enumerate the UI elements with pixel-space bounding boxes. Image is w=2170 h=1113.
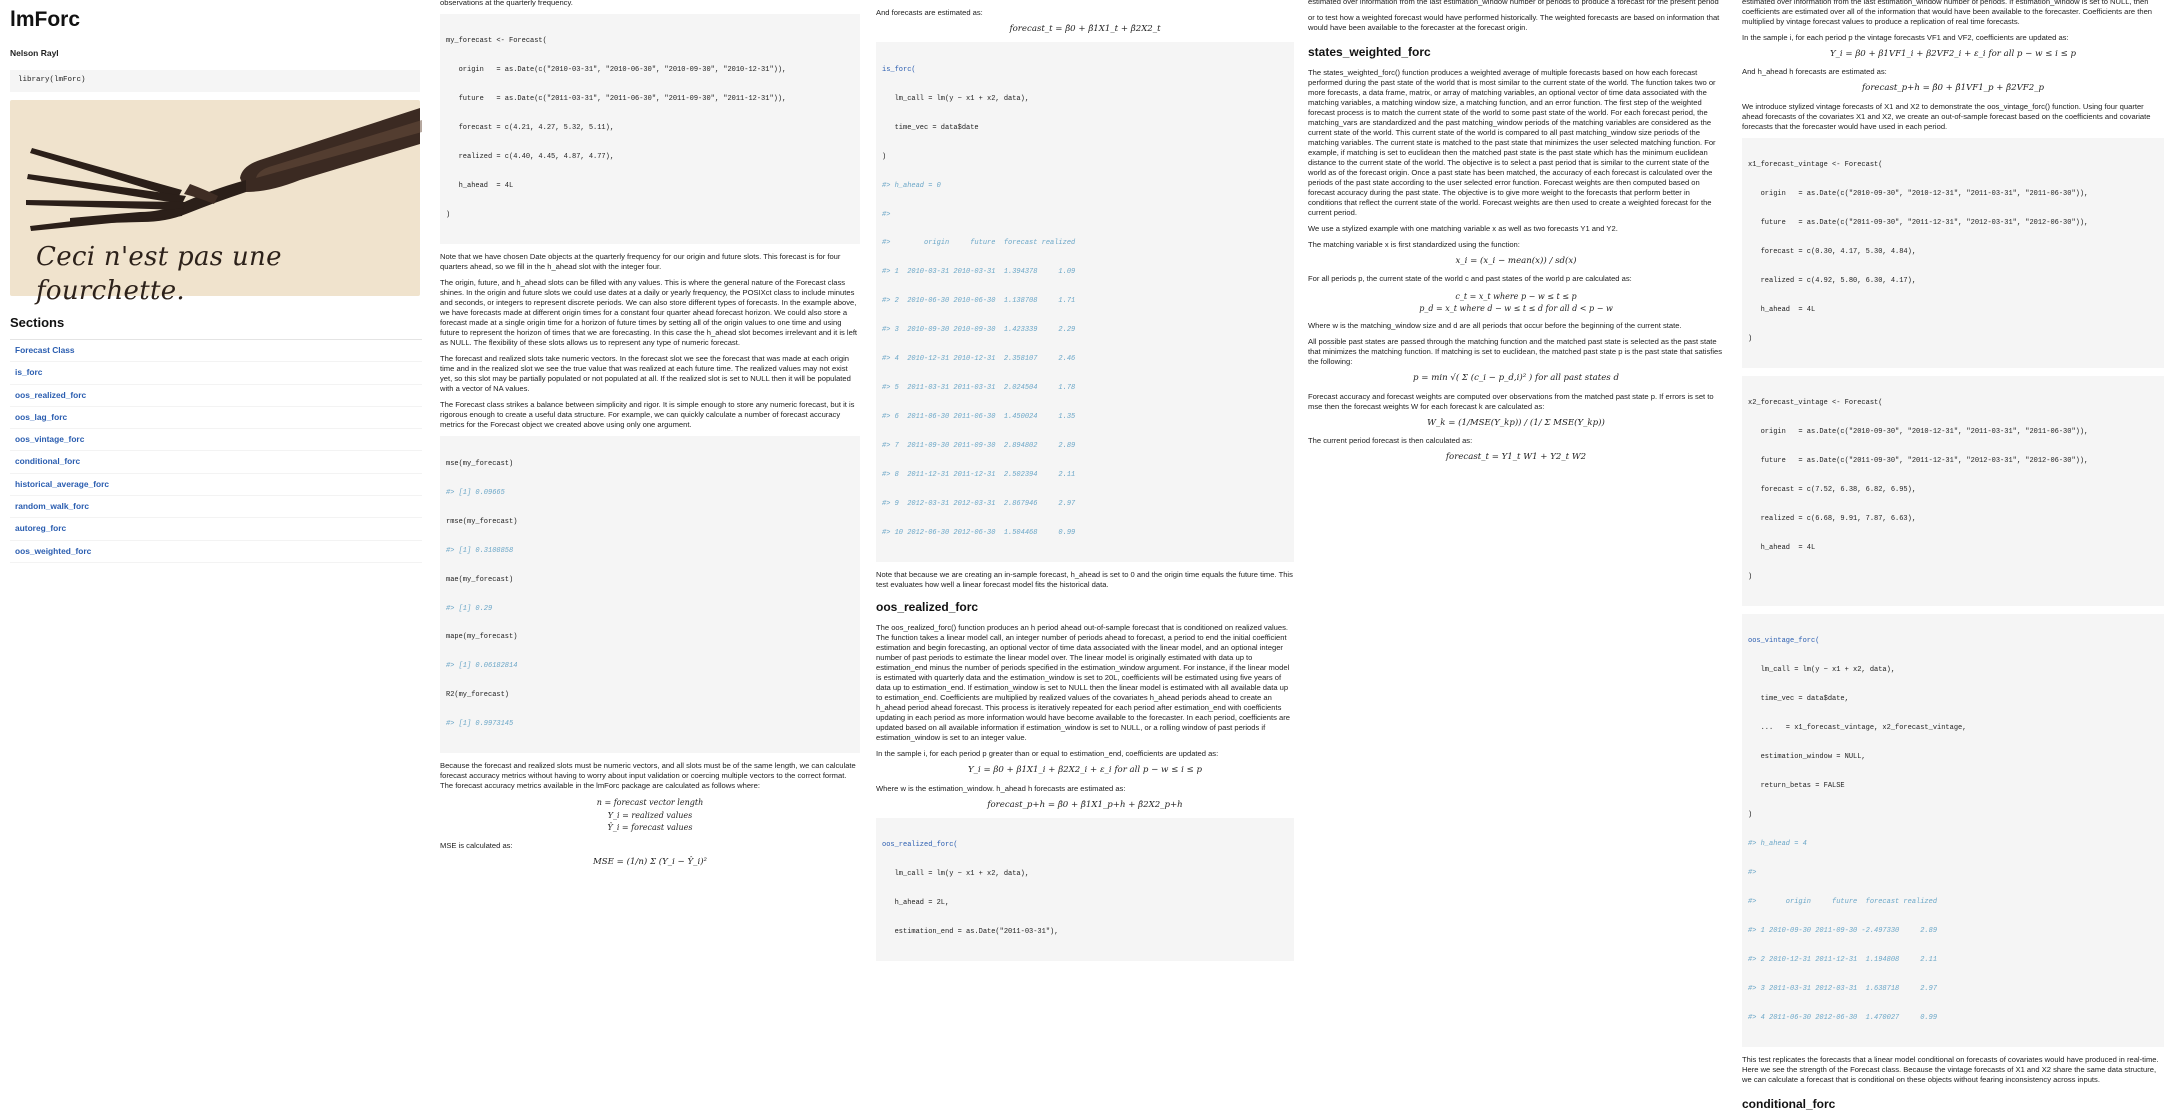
code-output: #> 1 2010-09-30 2011-09-30 -2.497330 2.89 [1748,927,1938,935]
equation: p = min √( Σ (c_i − p_d,i)² ) for all past states d [1413,373,1619,384]
code-output: #> [1] 0.9973145 [446,720,514,729]
code-output: #> origin future forecast realized [1748,898,1938,907]
code-line: realized = c(4.40, 4.45, 4.87, 4.77), [446,153,615,162]
code-line: estimation_end = as.Date("2011-03-31"), [882,928,1059,937]
code-line: forecast = c(0.30, 4.17, 5.30, 4.84), [1748,248,1917,257]
code-line: ) [446,211,451,220]
code-line: origin = as.Date(c("2010-09-30", "2010-12-31", "2011-03-31", "2011-06-30")), [1748,190,2089,199]
code-output: #> 2 2010-06-30 2010-06-30 1.138708 1.71 [882,297,1076,306]
section-heading-conditional-forc: conditional_forc [1742,1096,1836,1111]
paragraph: The current period forecast is then calculated as: [1308,436,1473,446]
equation: Y_i = realized values [607,810,693,820]
code-line: h_ahead = 4L [1748,305,1816,314]
code-line: lm_call = lm(y ~ x1 + x2, data), [882,94,1030,103]
code-block-metrics [440,436,860,753]
definition-equations [440,797,860,834]
fork-illustration [10,100,420,307]
sections-title: Sections [10,314,65,330]
nav-link-forecast-class[interactable]: Forecast Class [10,340,422,362]
equation: p_d = x_t where d − w ≤ t ≤ d for all d < p − w [1419,303,1613,313]
code-output: #> h_ahead = 4 [1748,840,1807,849]
equation: forecast_p+h = β̂0 + β̂1VF1_p + β̂2VF2_p [1861,83,2045,94]
paragraph: The oos_realized_forc() function produces an h period ahead out-of-sample forecast that is conditioned on realized values. The function takes a linear model call, an integer number of periods ahead to forecast, a period to end the initial coefficient estimation and begin forecasting, an optional vector of time data associated with the linear model, and an optional integer number of past periods to estimate the linear model over. The linear model is originally estimated with data up to estimation_end minus the number of periods specified in the estimation_window argument. For instance, if the linear model is estimated with quarterly data and the estimation_window is set to 20L, coefficients will be estimated using five years of data up to estimation_end. If estimation_window is set to NULL then the linear model is estimated with all available data up to estimation_end. Coefficients are multiplied by realized values of the covariates h_ahead periods ahead to create an h_ahead period ahead forecast. This process is iteratively repeated for each period after estimation_end with coefficients updating in each period as more information would have become available to the forecaster. In each period, coefficients are updated based on all available information if estimation_window is set to NULL, or a rolling window of past periods if estimation_window is set to an integer value. [876,623,1290,743]
equation: forecast_p+h = β̂0 + β̂1X1_p+h + β̂2X2_p+h [987,799,1183,810]
paragraph: We introduce stylized vintage forecasts of X1 and X2 to demonstrate the oos_vintage_forc() function. Using four quarter ahead forecasts of the covariates X1 and X2, we create an out-of-sample forecast based on the coefficients and covariate forecasts that the forecaster would have used in each period. [1742,101,2151,131]
equation: Y_i = β0 + β1X1_i + β2X2_i + ε_i for all p − w ≤ i ≤ p [968,765,1202,776]
equation: forecast_t = Y1_t W1 + Y2_t W2 [1445,452,1587,463]
code-line: lm_call = lm(y ~ x1 + x2, data), [882,870,1030,879]
code-output: #> 8 2011-12-31 2011-12-31 2.502394 2.11 [882,471,1076,480]
equation: c_t = x_t where p − w ≤ t ≤ p [1455,291,1577,301]
content-column-2 [876,0,1294,937]
paragraph: estimated over information from the last estimation_window number of periods. If estimation_window is set to NULL, then coefficients are estimated over all of the information that would have been available to the forecaster. Coefficients are then multiplied by vintage forecast values to produce a replication of real time forecasts. [1742,0,2153,27]
code-output: #> 5 2011-03-31 2011-03-31 2.024504 1.78 [882,384,1076,393]
code-line: h_ahead = 4L [446,182,514,191]
nav-link-autoreg-forc[interactable]: autoreg_forc [10,518,422,540]
code-output: #> [1] 0.06182814 [446,662,518,671]
equation-group [1308,291,1724,316]
section-heading-states-weighted-forc: states_weighted_forc [1308,45,1431,60]
paragraph: And forecasts are estimated as: [876,8,983,17]
section-heading-oos-realized-forc: oos_realized_forc [876,600,979,615]
content-column-4 [1742,0,2164,1111]
code-line: forecast = c(4.21, 4.27, 5.32, 5.11), [446,124,615,133]
code-line: mse(my_forecast) [446,459,514,468]
equation: n = forecast vector length [596,798,704,808]
code-line: is_forc( [882,65,916,74]
code-line: forecast = c(7.52, 6.38, 6.82, 6.95), [1748,486,1917,495]
paragraph: The origin, future, and h_ahead slots can be filled with any values. This is where the general nature of the Forecast class shines. In the origin and future slots we could use dates at a daily or yearly frequency, the POSIXct class to include minutes and seconds, or integers to represent discrete periods. We can also store different types of forecasts. In the example above, we have forecasts made at different origin times for a constant four quarter ahead forecast horizon. We could also store a forecast made at a single origin time for a horizon of future times by setting all of the origin values to one time and using future to represent the horizon of times that we are forecasting. In this case the h_ahead slot becomes irrelevant and it is left as NULL. The flexibility of these slots allows us to represent any type of numeric forecast. [440,278,858,348]
paragraph: The forecast and realized slots take numeric vectors. In the forecast slot we see the forecast that was made at each origin time and in the realized slot we see the true value that was realized at each future time. The realized values may not exist yet, so this slot may be partially populated or not populated at all. If the realized slot is set to NULL then it will be populated with a vector of NA values. [440,354,851,394]
sections-nav [10,339,422,563]
equation: x_i = (x_i − mean(x)) / sd(x) [1455,256,1577,267]
paragraph: And h_ahead h forecasts are estimated as: [1742,67,1887,77]
code-output: #> 6 2011-06-30 2011-06-30 1.450024 1.35 [882,413,1076,422]
paragraph: Note that we have chosen Date objects at the quarterly frequency for our origin and future slots. This forecast is for four quarters ahead, so we fill in the h_ahead slot with the integer four. [440,252,841,272]
hero-caption: Ceci n'est pas une fourchette. [36,241,282,307]
code-block-oos-realized [876,818,1294,961]
code-block-is-forc [876,42,1294,562]
code-block-oos-vintage [1742,614,2164,1047]
code-line: origin = as.Date(c("2010-03-31", "2010-06-30", "2010-09-30", "2010-12-31")), [446,66,787,75]
paragraph: Because the forecast and realized slots must be numeric vectors, and all slots must be of the same length, we can calculate forecast accuracy metrics without having to worry about input validation or coercing multiple vectors to the correct format. The forecast accuracy metrics available in the lmForc package are calculated as follows where: [440,761,856,791]
code-line: rmse(my_forecast) [446,517,518,526]
code-line: estimation_window = NULL, [1748,753,1866,762]
paragraph: All possible past states are passed through the matching function and the matched past state is selected as the past state that minimizes the matching function. If matching is set to euclidean, the matched past state p is the past state that satisfies the following: [1308,337,1723,367]
code-block-forecast [440,14,860,244]
code-line: future = as.Date(c("2011-03-31", "2011-06-30", "2011-09-30", "2011-12-31")), [446,95,787,104]
code-line: time_vec = data$date [882,123,979,132]
paragraph: This test replicates the forecasts that a linear model conditional on forecasts of covariates would have produced in real-time. Here we see the strength of the Forecast class. Because the vintage forecasts of X1 and X2 share the same data structure, we can calculate a forecast that is conditional on these objects without fearing inconsistency across inputs. [1742,1054,2159,1084]
code-output: #> [1] 0.09665 [446,488,505,497]
paragraph: The states_weighted_forc() function produces a weighted average of multiple forecasts based on how each forecast performed during the past state of the world that is most similar to the current state of the world. The function takes two or more forecasts, a data frame, matrix, or array of matching variables, an optional vector of time data associated with the matching variables, a matching window size, a matching function, and an error function. The first step of the weighted forecast process is to match the current state of the world to some past state of the world. For each forecast period, the matching_vars are standardized and the past matching_window periods of the matching variables are considered as the current state of the world. This current state of the world is compared to all past matching_window size periods of the matching variables. The current state is matched to the past state that minimizes the user selected matching function. For example, if matching is set to euclidean then the matched past state is the past state which has the minimum euclidean distance to the current state of the world. The objective is to select a past period that is similar to the current state of the world as of the forecast origin. Once a past state has been matched, the accuracy of each forecast is calculated over the periods of the past state according to the user selected error function. Forecast weights are then computed based on forecast accuracy during the past state. The objective is to give more weight to the forecasts that perform better in conditions that reflect the current state of the world. Forecast weights are then used to create a weighted forecast for the current period. [1308,67,1716,218]
nav-link-oos-lag-forc[interactable]: oos_lag_forc [10,407,422,429]
code-line: ) [882,152,887,161]
paragraph: In the sample i, for each period p greater than or equal to estimation_end, coefficients are updated as: [876,749,1219,759]
equation-mse: MSE = (1/n) Σ (Y_i − Ŷ_i)² [592,856,708,867]
code-output: #> [1] 0.3108858 [446,546,514,555]
paragraph: We use a stylized example with one matching variable x as well as two forecasts Y1 and Y2. [1308,224,1618,234]
code-line: oos_vintage_forc( [1748,637,1820,646]
paragraph: Note that because we are creating an in-sample forecast, h_ahead is set to 0 and the origin time equals the future time. This test evaluates how well a linear forecast model fits the historical data. [876,570,1293,590]
code-output: #> 9 2012-03-31 2012-03-31 2.867946 2.97 [882,500,1076,509]
paragraph: observations at the quarterly frequency. [440,0,573,7]
content-column-1 [440,0,860,867]
code-block-x1-vintage [1742,138,2164,368]
code-output: #> [1748,869,1757,878]
equation: Ŷ_i = forecast values [607,823,693,833]
code-line: lm_call = lm(y ~ x1 + x2, data), [1748,666,1896,675]
code-line: return_betas = FALSE [1748,782,1845,791]
code-line: h_ahead = 2L, [882,899,950,908]
code-line: realized = c(4.92, 5.80, 6.30, 4.17), [1748,277,1917,285]
library-code-block: library(lmForc) [10,70,420,92]
code-output: #> [1] 0.29 [446,604,493,613]
code-line: future = as.Date(c("2011-09-30", "2011-12-31", "2012-03-31", "2012-06-30")), [1748,219,2089,228]
code-line: x1_forecast_vintage <- Forecast( [1748,161,1883,170]
content-column-3 [1308,0,1724,566]
paragraph: estimated over information from the last estimation_window number of periods to produce a forecast for the present period [1308,0,1719,6]
code-output: #> 3 2010-09-30 2010-09-30 1.423339 2.29 [882,326,1076,335]
paragraph: For all periods p, the current state of the world c and past states of the world p are calculated as: [1308,274,1632,284]
nav-link-oos-vintage-forc[interactable]: oos_vintage_forc [10,429,422,451]
nav-link-is-forc[interactable]: is_forc [10,362,422,384]
nav-link-conditional-forc[interactable]: conditional_forc [10,451,422,473]
paragraph: The Forecast class strikes a balance between simplicity and rigor. It is simple enough to store any numeric forecast, but it is rigorous enough to create a useful data structure. For example, we can quickly calculate a number of forecast accuracy metrics for the Forecast object we created above using only one argument. [440,400,855,430]
paragraph: Forecast accuracy and forecast weights are computed over observations from the matched past state p. If errors is set to mse then the forecast weights W for each forecast k are calculated as: [1308,391,1714,411]
paragraph: In the sample i, for each period p the vintage forecasts VF1 and VF2, coefficients are updated as: [1742,33,2069,43]
code-line: future = as.Date(c("2011-09-30", "2011-12-31", "2012-03-31", "2012-06-30")), [1748,457,2089,466]
code-line: x2_forecast_vintage <- Forecast( [1748,399,1883,408]
code-output: #> 4 2010-12-31 2010-12-31 2.358107 2.46 [882,355,1076,364]
nav-link-historical-average-forc[interactable]: historical_average_forc [10,474,422,496]
brand-title[interactable]: lmForc [10,8,81,31]
code-line: ) [1748,811,1753,820]
code-line: my_forecast <- Forecast( [446,37,547,46]
code-block-x2-vintage [1742,376,2164,606]
author-name: Nelson Rayl [10,47,59,58]
equation: W_k = (1/MSE(Y_kp)) / (1/ Σ MSE(Y_kp)) [1427,417,1605,428]
code-output: #> 3 2011-03-31 2012-03-31 1.638718 2.97 [1748,984,1938,993]
code-line: oos_realized_forc( [882,841,958,850]
paragraph: The matching variable x is first standardized using the function: [1308,240,1520,250]
code-output: #> 1 2010-03-31 2010-03-31 1.394378 1.09 [882,268,1076,277]
paragraph: Where w is the estimation_window. h_ahead h forecasts are estimated as: [876,783,1126,793]
paragraph: Where w is the matching_window size and d are all periods that occur before the beginning of the current state. [1308,321,1682,331]
code-output: #> 7 2011-09-30 2011-09-30 2.894802 2.89 [882,442,1076,451]
nav-link-oos-weighted-forc[interactable]: oos_weighted_forc [10,541,422,563]
equation: Y_i = β0 + β1VF1_i + β2VF2_i + ε_i for all p − w ≤ i ≤ p [1829,49,2077,60]
code-output: #> [882,210,891,219]
paragraph: or to test how a weighted forecast would have performed historically. The weighted forecasts are based on information that would have been available to the forecaster at the forecast origin. [1308,13,1720,33]
code-line: mape(my_forecast) [446,633,518,642]
equation: forecast_t = β̂0 + β̂1X1_t + β̂2X2_t [1009,24,1161,35]
paragraph: MSE is calculated as: [440,840,513,850]
code-line: origin = as.Date(c("2010-09-30", "2010-12-31", "2011-03-31", "2011-06-30")), [1748,428,2089,437]
code-output: #> 4 2011-06-30 2012-06-30 1.470027 0.99 [1748,1013,1938,1022]
code-output: #> 2 2010-12-31 2011-12-31 1.194808 2.11 [1748,955,1938,964]
code-line: ) [1748,573,1753,582]
code-line: ... = x1_forecast_vintage, x2_forecast_vintage, [1748,724,1967,733]
code-output: #> h_ahead = 0 [882,181,941,190]
code-line: h_ahead = 4L [1748,544,1816,553]
nav-link-random-walk-forc[interactable]: random_walk_forc [10,496,422,518]
code-line: R2(my_forecast) [446,691,510,700]
code-line: time_vec = data$date, [1748,695,1849,704]
code-output: #> origin future forecast realized [882,239,1076,248]
code-line: realized = c(6.68, 9.91, 7.87, 6.63), [1748,515,1917,524]
code-line: ) [1748,334,1753,343]
code-line: mae(my_forecast) [446,575,514,584]
nav-link-oos-realized-forc[interactable]: oos_realized_forc [10,385,422,407]
code-output: #> 10 2012-06-30 2012-06-30 1.504468 0.99 [882,529,1076,538]
sidebar [0,0,432,566]
